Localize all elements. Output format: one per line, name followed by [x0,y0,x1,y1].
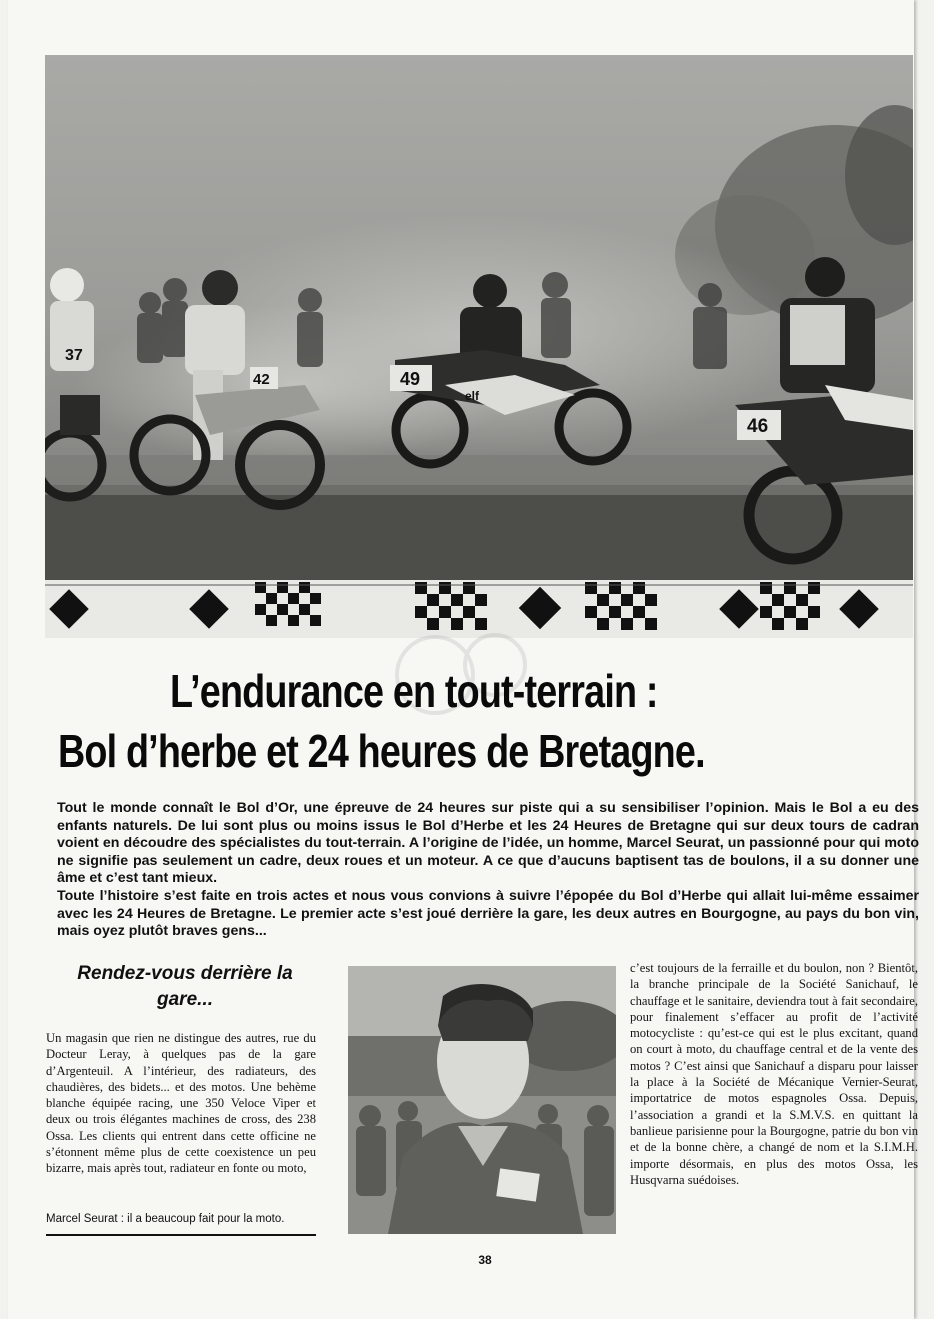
portrait-drawing [348,966,616,1234]
caption-underline [46,1234,316,1236]
intro-text [57,800,919,941]
race-photo-drawing [45,55,913,638]
photo-caption: Marcel Seurat : il a beaucoup fait pour la moto. [46,1213,285,1225]
race-number-42: 42 [253,371,270,388]
section-subheading: Rendez-vous derrière la gare... [77,963,293,1010]
portrait-photo [348,966,616,1234]
intro-paragraph-1: Tout le monde connaît le Bol d’Or, une épreuve de 24 heures sur piste qui a su sensibiliser l’opinion. Mais le Bol a eu des enfants naturels. De lui sont plus ou moins issus le Bol d’Herbe et les 24 Heures de Bretagne qui sur deux tours de cadran voient en découdre des spécialistes du tout-terrain. A l’origine de l’idée, un homme, Marcel Seurat, un passionné pour qui moto ne signifie pas seulement un cadre, deux roues et un moteur. A ce que d’aucuns baptisent tas de boulons, il a su donner une âme et c’est tant mieux. [57,800,919,887]
headline-line-1: L’endurance en tout-terrain : [170,665,658,717]
race-photo [45,55,913,638]
race-number-37: 37 [65,347,83,364]
race-number-49: 49 [400,369,421,389]
right-column-text: c’est toujours de la ferraille et du boulon, non ? Bientôt, la branche principale de la Société Sanichauf, le chauffage et le sanitaire, deviendra tout à fait secondaire, pour finalement s’effacer au profit de l’activité motocycliste : qu’est-ce qui est le plus excitant, quand on court à moto, du chauffage central et de la vente des motos ? C’est ainsi que Sanichauf a disparu pour laisser la place à la Société de Mécanique Vernier-Seurat, importatrice de motos espagnoles Ossa. Depuis, l’association a grandi et la S.M.V.S. en quittant la banlieue parisienne pour la Bourgogne, patrie du bon vin et de la bonne chère, a changé de nom et la S.I.M.H. importe désormais, en plus des motos Ossa, les Husqvarna suédoises. [630,961,918,1187]
sponsor-label: elf [465,389,480,403]
page-number: 38 [478,1253,492,1267]
left-column-text: Un magasin que rien ne distingue des autres, rue du Docteur Leray, à quelques pas de la gare d’Argenteuil. A l’intérieur, des radiateurs, des chaudières, des bidets... et des motos. Une behème blanche équipée racing, une 350 Veloce Viper et deux ou trois élégantes machines de cross, des 238 Ossa. Les clients qui entrent dans cette officine ne s’étonnent même plus de cette coexistence un peu bizarre, mais après tout, radiateur en fonte ou moto, [46,1031,316,1176]
race-number-46: 46 [747,416,769,437]
intro-paragraph-2: Toute l’histoire s’est faite en trois actes et nous vous convions à suivre l’épopée du Bol d’Herbe qui allait lui-même essaimer avec les 24 Heures de Bretagne. Le premier acte s’est joué derrière la gare, les deux autres en Bourgogne, au pays du bon vin, mais oyez plutôt braves gens... [57,887,919,940]
headline-line-2: Bol d’herbe et 24 heures de Bretagne. [58,725,705,777]
